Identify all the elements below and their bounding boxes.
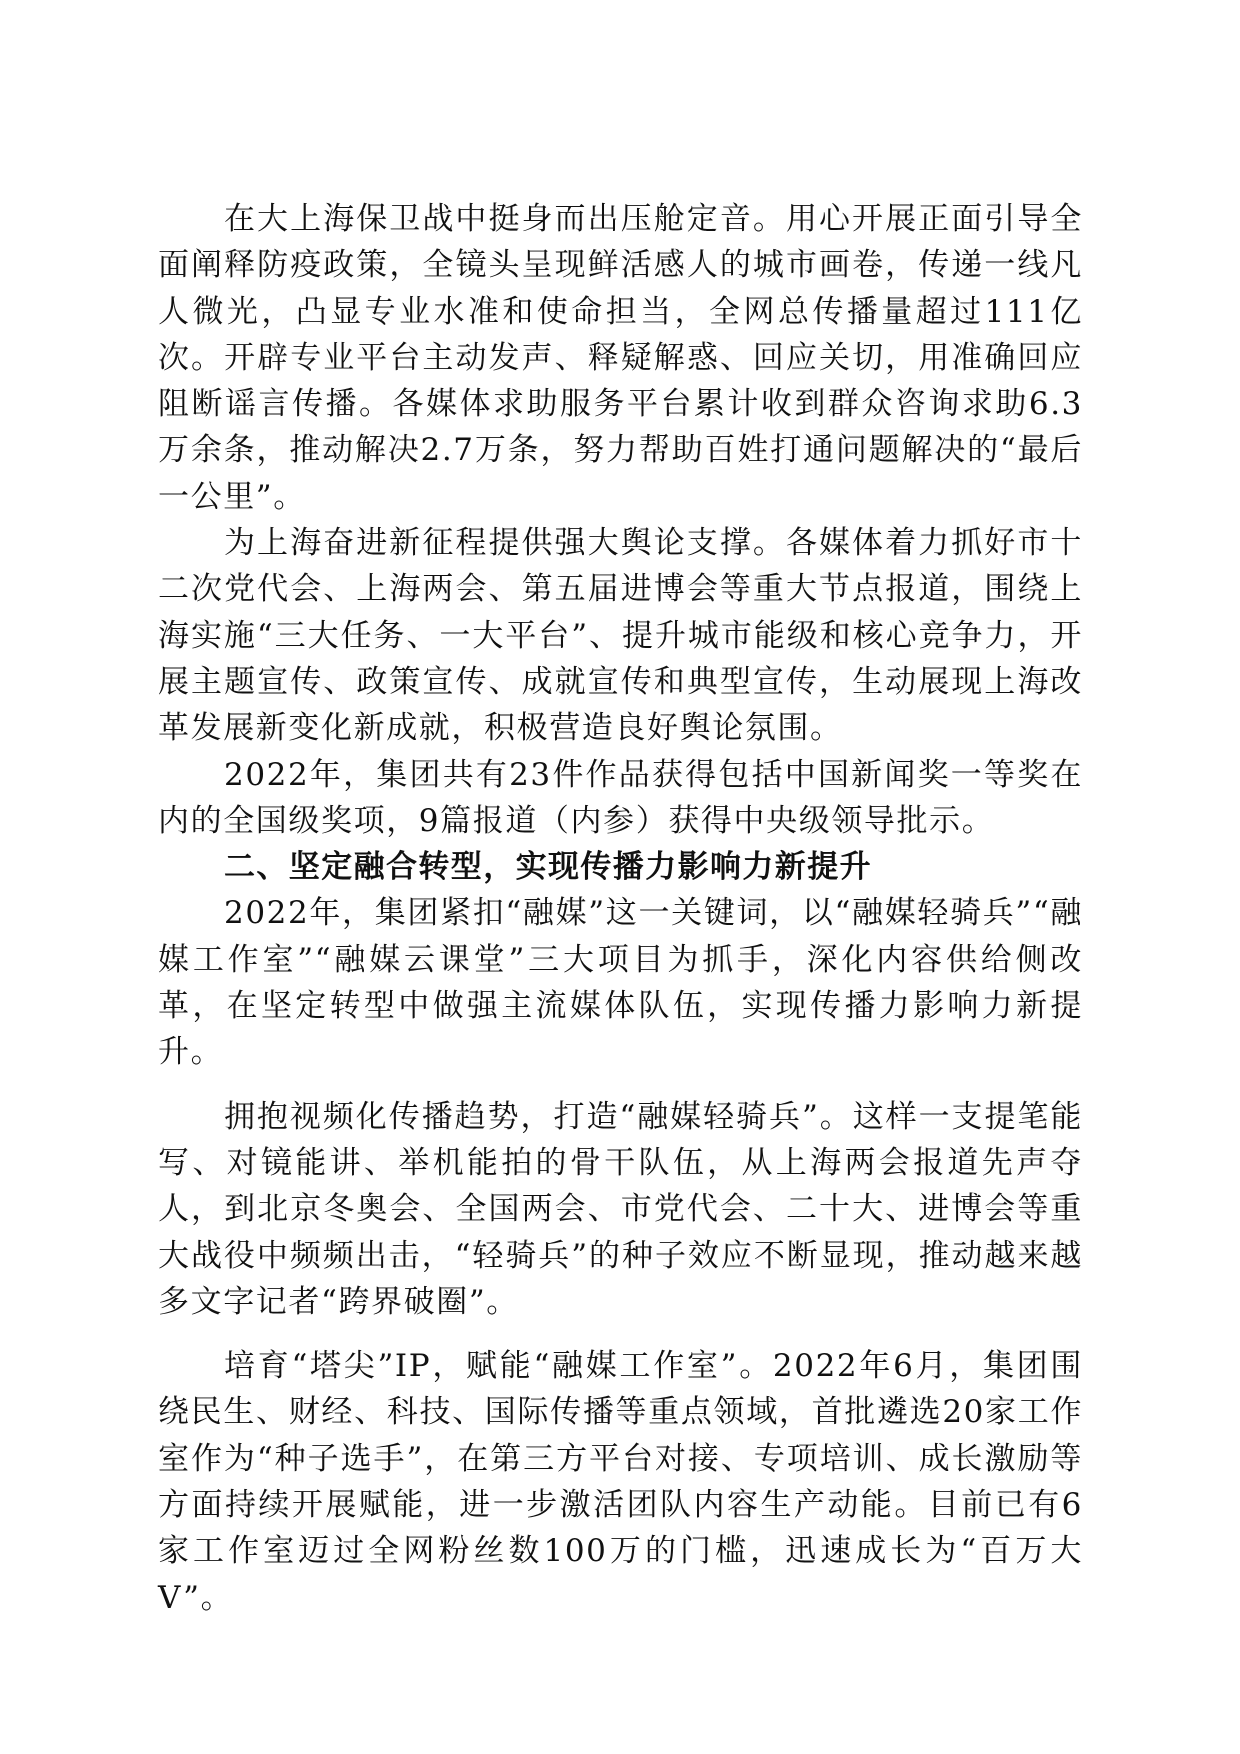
paragraph-shanghai-defense: 在大上海保卫战中挺身而出压舱定音。用心开展正面引导全面阐释防疫政策，全镜头呈现鲜活感人的城市画卷，传递一线凡人微光，凸显专业水准和使命担当，全网总传播量超过111亿次。开辟专业平台主动发声、释疑解惑、回应关切，用准确回应阻断谣言传播。各媒体求助服务平台累计收到群众咨询求助6.3万余条，推动解决2.7万条，努力帮助百姓打通问题解决的“最后一公里”。 — [158, 201, 1083, 515]
paragraph-opinion-support: 为上海奋进新征程提供强大舆论支撑。各媒体着力抓好市十二次党代会、上海两会、第五届进博会等重大节点报道，围绕上海实施“三大任务、一大平台”、提升城市能级和核心竞争力，开展主题宣传、政策宣传、成就宣传和典型宣传，生动展现上海改革发展新变化新成就，积极营造良好舆论氛围。 — [158, 525, 1083, 747]
section-heading: 二、坚定融合转型，实现传播力影响力新提升 — [224, 849, 872, 886]
paragraph-awards: 2022年，集团共有23件作品获得包括中国新闻奖一等奖在内的全国级奖项，9篇报道（内参）获得中央级领导批示。 — [158, 756, 1083, 839]
paragraph-studio-ip: 培育“塔尖”IP，赋能“融媒工作室”。2022年6月，集团围绕民生、财经、科技、国际传播等重点领域，首批遴选20家工作室作为“种子选手”，在第三方平台对接、专项培训、成长激励等方面持续开展赋能，进一步激活团队内容生产动能。目前已有6家工作室迈过全网粉丝数100万的门槛，迅速成长为“百万大V”。 — [158, 1348, 1083, 1616]
document-page — [158, 196, 1083, 1621]
paragraph-media-integration: 2022年，集团紧扣“融媒”这一关键词，以“融媒轻骑兵”“融媒工作室”“融媒云课堂”三大项目为抓手，深化内容供给侧改革，在坚定转型中做强主流媒体队伍，实现传播力影响力新提升。 — [158, 895, 1083, 1071]
paragraph-video-cavalry: 拥抱视频化传播趋势，打造“融媒轻骑兵”。这样一支提笔能写、对镜能讲、举机能拍的骨干队伍，从上海两会报道先声夺人，到北京冬奥会、全国两会、市党代会、二十大、进博会等重大战役中频频出击，“轻骑兵”的种子效应不断显现，推动越来越多文字记者“跨界破圈”。 — [158, 1098, 1083, 1320]
